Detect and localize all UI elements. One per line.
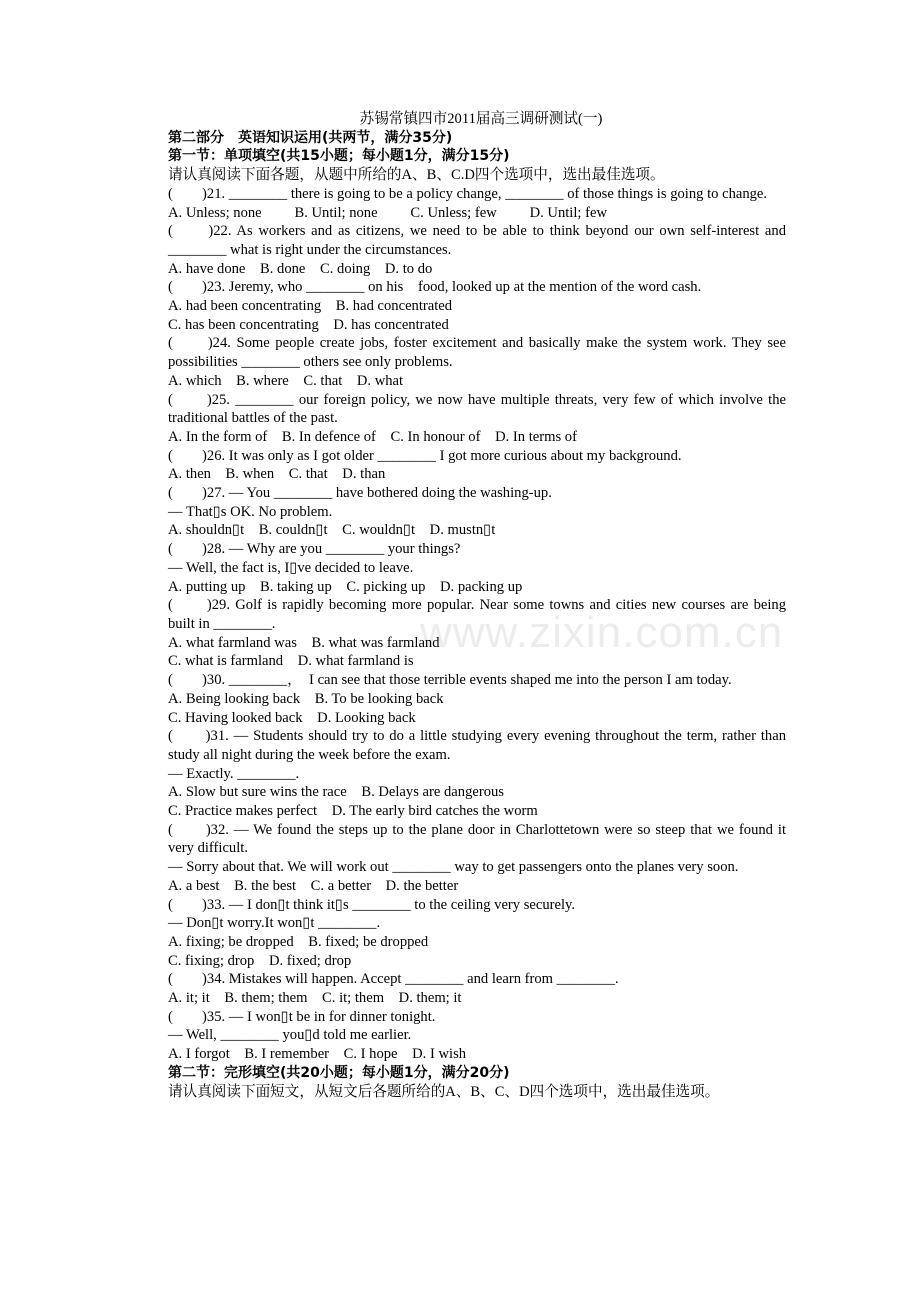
question-options: A. Unless; none B. Until; none C. Unless; few D. Until; few: [168, 204, 607, 221]
section2-heading: 第二节：完形填空(共20小题；每小题1分，满分20分): [168, 1064, 510, 1081]
question-options: A. what farmland was B. what was farmland: [168, 634, 440, 651]
question-options: C. what is farmland D. what farmland is: [168, 653, 414, 670]
document-page: [136, 110, 790, 1101]
question-stem: ( )24. Some people create jobs, foster excitement and basically make the system work. They see possibilities ________ others see only problems.: [168, 335, 790, 371]
question-reply: — Sorry about that. We will work out ________ way to get passengers onto the planes very soon.: [168, 859, 739, 876]
question-options: A. shouldn▯t B. couldn▯t C. wouldn▯t D. mustn▯t: [168, 522, 496, 539]
question-stem: ( )22. As workers and as citizens, we need to be able to think beyond our own self-interest and ________ what is right under the circumstances.: [168, 223, 790, 258]
question-options: A. had been concentrating B. had concentrated: [168, 298, 453, 315]
question-options: A. then B. when C. that D. than: [168, 466, 386, 483]
question-stem: ( )21. ________ there is going to be a policy change, ________ of those things is going to change.: [168, 185, 768, 202]
section2-instruction: 请认真阅读下面短文，从短文后各题所给的A、B、C、D四个选项中，选出最佳选项。: [168, 1083, 720, 1100]
section1-instruction: 请认真阅读下面各题，从题中所给的A、B、C.D四个选项中，选出最佳选项。: [168, 167, 665, 184]
question-stem: ( )35. — I won▯t be in for dinner tonight.: [168, 1008, 436, 1025]
document-title: 苏锡常镇四市2011届高三调研测试(一): [359, 111, 603, 127]
question-options: A. it; it B. them; them C. it; them D. them; it: [168, 990, 462, 1007]
question-stem: ( )28. — Why are you ________ your things?: [168, 541, 461, 558]
question-options: C. has been concentrating D. has concentrated: [168, 316, 449, 333]
question-options: C. Practice makes perfect D. The early bird catches the worm: [168, 803, 538, 820]
question-stem: ( )27. — You ________ have bothered doing the washing-up.: [168, 485, 552, 502]
question-options: A. putting up B. taking up C. picking up D. packing up: [168, 578, 523, 595]
question-options: A. fixing; be dropped B. fixed; be dropped: [168, 933, 429, 950]
question-stem: ( )25. ________ our foreign policy, we now have multiple threats, very few of which involve the traditional battles of the past.: [168, 391, 790, 427]
question-stem: ( )31. — Students should try to do a little studying every evening throughout the term, rather than study all night during the week before the exam.: [168, 728, 790, 763]
question-reply: — That▯s OK. No problem.: [168, 503, 333, 520]
question-options: A. Slow but sure wins the race B. Delays are dangerous: [168, 784, 504, 801]
question-stem: ( )26. It was only as I got older ________ I got more curious about my background.: [168, 447, 682, 464]
question-options: A. I forgot B. I remember C. I hope D. I wish: [168, 1046, 467, 1063]
question-stem: ( )29. Golf is rapidly becoming more popular. Near some towns and cities new courses are being built in ________.: [168, 597, 790, 632]
part-heading: 第二部分 英语知识运用(共两节，满分35分): [168, 129, 453, 146]
question-options: A. which B. where C. that D. what: [168, 372, 404, 389]
question-stem: ( )30. ________， I can see that those terrible events shaped me into the person I am today.: [168, 672, 732, 689]
question-stem: ( )34. Mistakes will happen. Accept ________ and learn from ________.: [168, 971, 619, 988]
question-options: A. a best B. the best C. a better D. the better: [168, 877, 459, 894]
question-stem: ( )32. — We found the steps up to the plane door in Charlottetown were so steep that we found it very difficult.: [168, 821, 790, 857]
question-reply: — Well, the fact is, I▯ve decided to leave.: [168, 559, 414, 576]
watermark: www.zixin.com.cn: [420, 608, 784, 657]
section1-heading: 第一节：单项填空(共15小题；每小题1分，满分15分): [168, 148, 510, 165]
question-list: [136, 185, 790, 1064]
question-stem: ( )33. — I don▯t think it▯s ________ to the ceiling very securely.: [168, 896, 576, 913]
question-options: A. In the form of B. In defence of C. In honour of D. In terms of: [168, 428, 577, 445]
question-options: C. fixing; drop D. fixed; drop: [168, 952, 352, 969]
question-reply: — Don▯t worry.It won▯t ________.: [168, 915, 381, 932]
question-options: A. have done B. done C. doing D. to do: [168, 260, 433, 277]
question-options: C. Having looked back D. Looking back: [168, 709, 416, 726]
question-stem: ( )23. Jeremy, who ________ on his food, looked up at the mention of the word cash.: [168, 279, 702, 296]
question-reply: — Exactly. ________.: [168, 765, 300, 782]
question-reply: — Well, ________ you▯d told me earlier.: [168, 1027, 412, 1044]
question-options: A. Being looking back B. To be looking back: [168, 690, 444, 707]
